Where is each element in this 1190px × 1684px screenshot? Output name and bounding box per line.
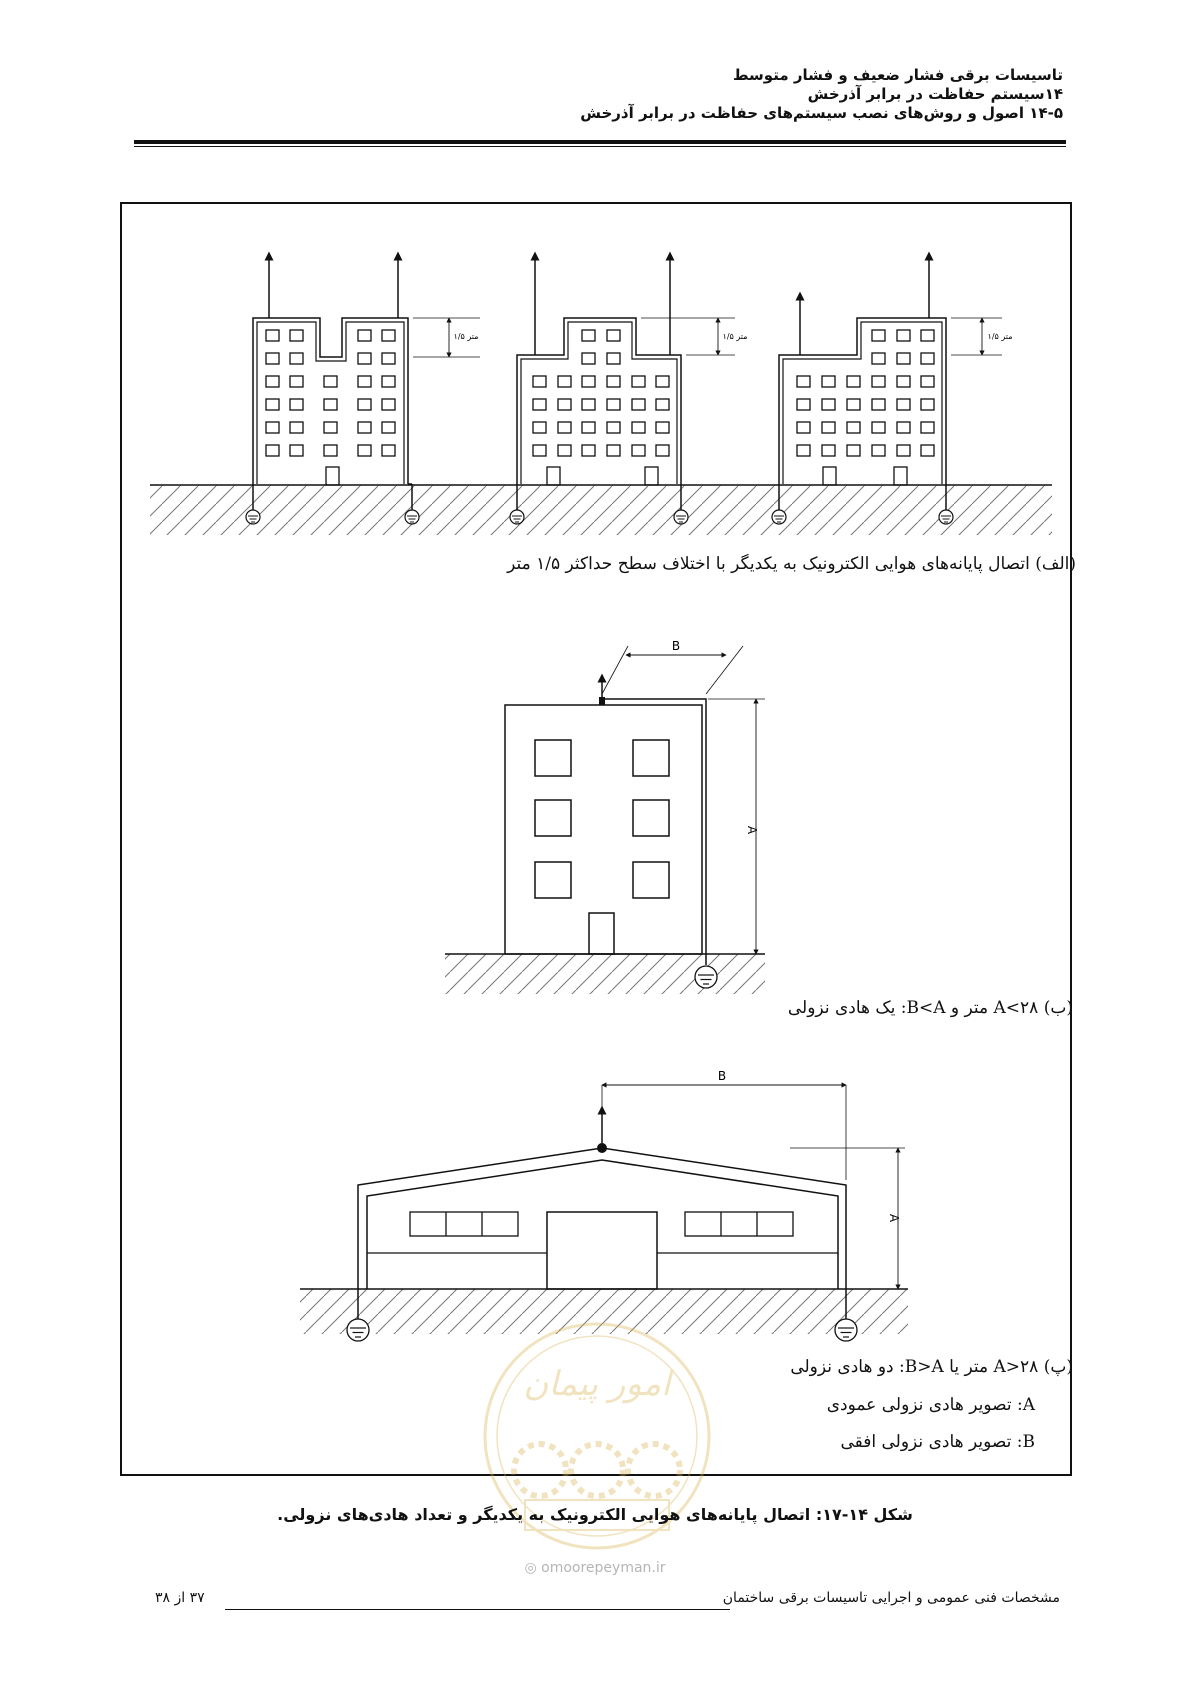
figure-a-caption: (الف) اتصال پایانه‌های هوایی الکترونیک به یکدیگر با اختلاف سطح حداکثر ۱/۵ متر (507, 554, 1076, 574)
building-a3 (772, 256, 1012, 524)
footer-rule (225, 1609, 730, 1610)
dimension-a-label: A (745, 825, 759, 835)
dimension-b-label: B (717, 1069, 727, 1083)
figure-caption: شکل ۱۴-۱۷: اتصال پایانه‌های هوایی الکترونیک به یکدیگر و تعداد هادی‌های نزولی. (277, 1505, 913, 1524)
figure-c-drawing (300, 1069, 908, 1341)
figure-c-caption: (پ) A>۲۸ متر یا B>A: دو هادی نزولی (790, 1357, 1073, 1377)
watermark-url-text: omoorepeyman.ir (541, 1560, 666, 1576)
header-line-1: تاسیسات برقی فشار ضعیف و فشار متوسط (732, 66, 1063, 84)
building-a1 (246, 256, 480, 524)
footer-title: مشخصات فنی عمومی و اجرایی تاسیسات برقی ساختمان (722, 1590, 1060, 1606)
watermark-url-icon: ◎ (524, 1560, 542, 1576)
figure-b-drawing (445, 639, 765, 994)
header-line-3: ۱۴-۵ اصول و روش‌های نصب سیستم‌های حفاظت در برابر آذرخش (580, 104, 1063, 122)
height-label: ۱/۵ متر (453, 332, 479, 341)
footer-page-number: ۳۷ از ۳۸ (155, 1590, 205, 1606)
header-line-2: ۱۴سیستم حفاظت در برابر آذرخش (807, 85, 1063, 103)
legend-b: B: تصویر هادی نزولی افقی (840, 1432, 1035, 1452)
height-label: ۱/۵ متر (987, 332, 1013, 341)
dimension-a-label: A (887, 1213, 901, 1223)
figure-b-caption: (ب) A<۲۸ متر و B<A: یک هادی نزولی (787, 998, 1073, 1018)
figure-a-drawing (150, 256, 1052, 535)
dimension-b-label: B (671, 639, 681, 653)
legend-a: A: تصویر هادی نزولی عمودی (826, 1395, 1035, 1415)
height-label: ۱/۵ متر (722, 332, 748, 341)
watermark-text: امور پیمان (523, 1364, 671, 1404)
watermark-url (0, 1560, 1190, 1576)
building-a2 (510, 256, 747, 524)
